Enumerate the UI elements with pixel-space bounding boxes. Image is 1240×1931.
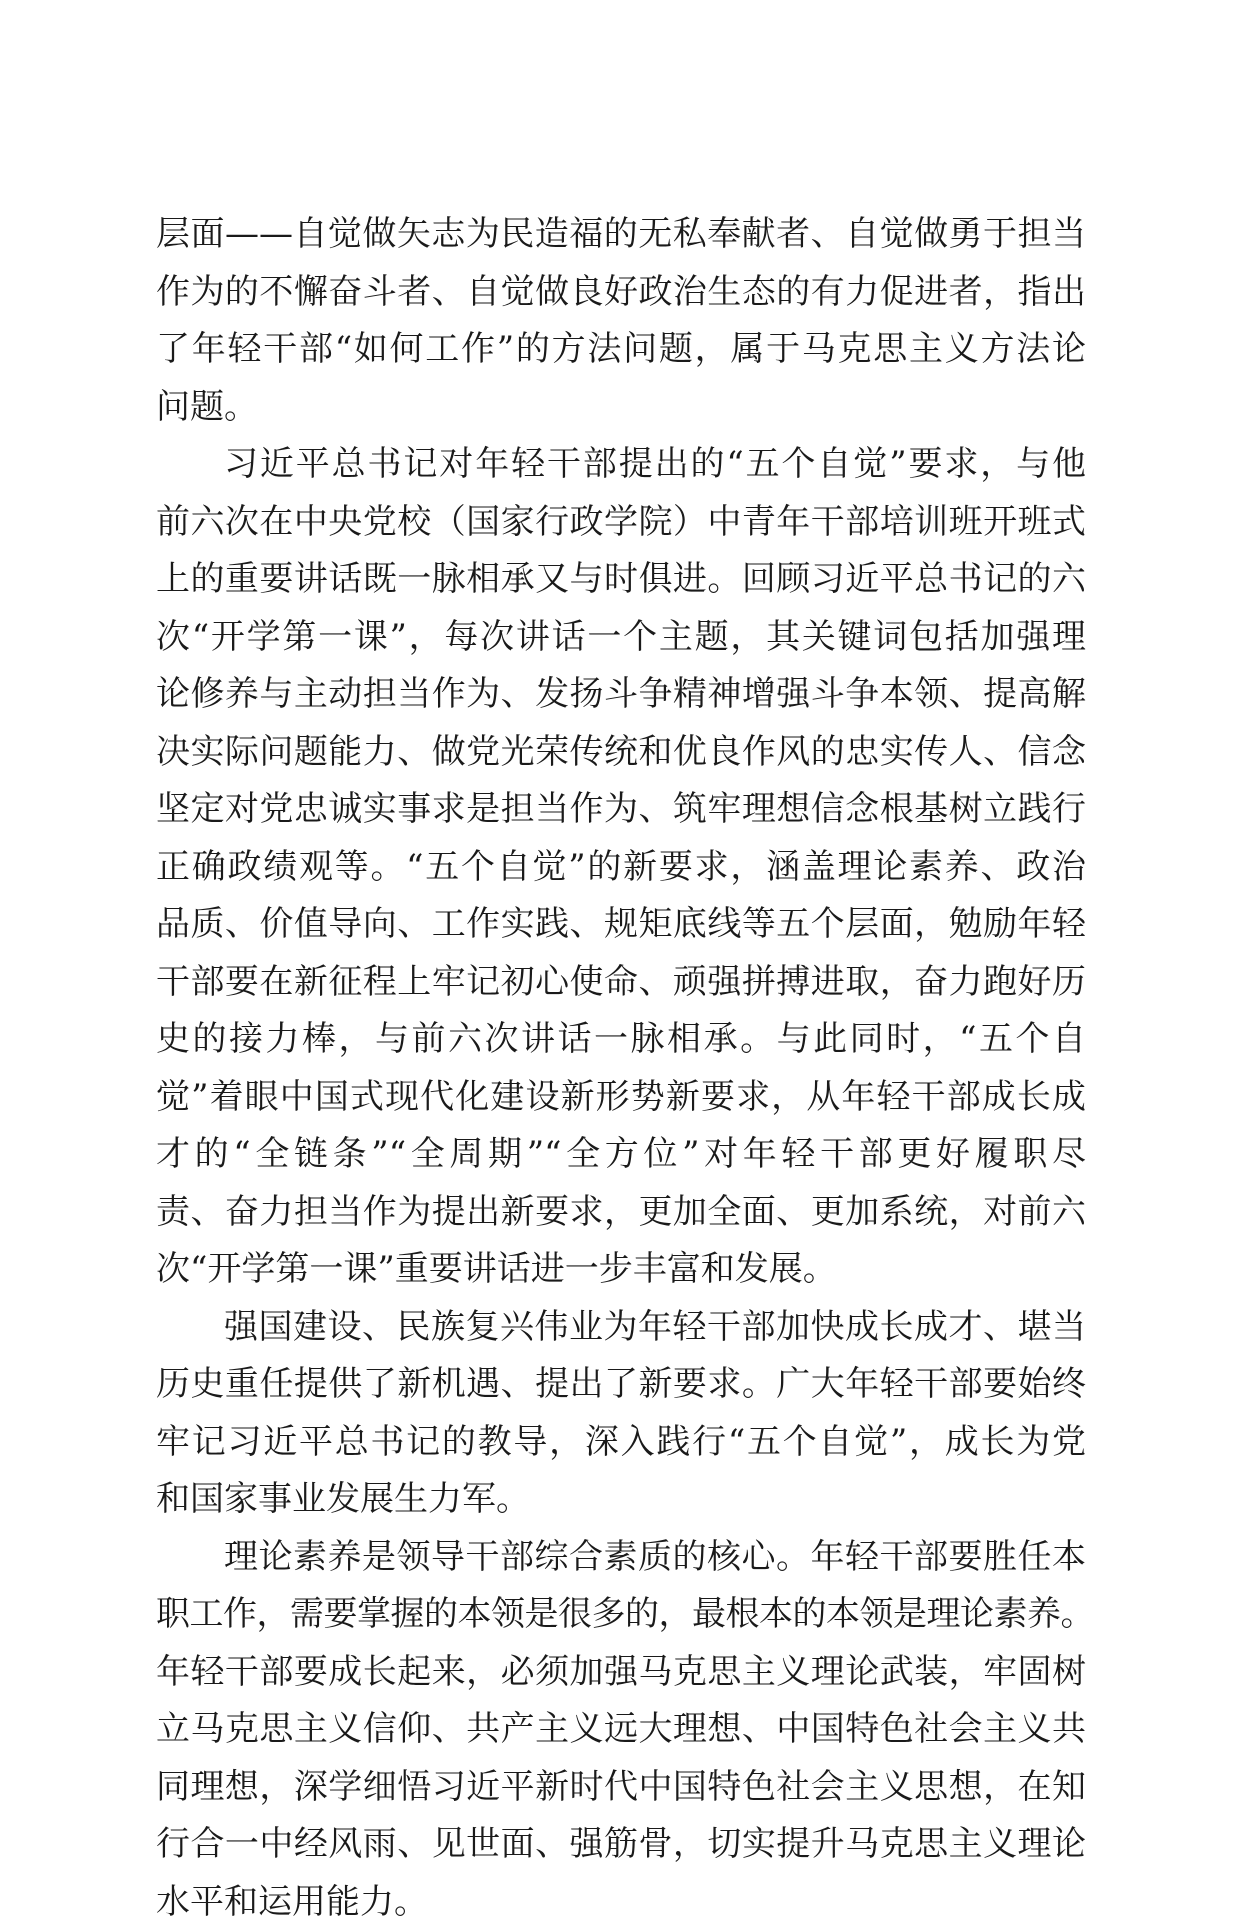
text-line: 立马克思主义信仰、共产主义远大理想、中国特色社会主义共 <box>156 1701 1086 1759</box>
text-line: 干部要在新征程上牢记初心使命、顽强拼搏进取，奋力跑好历 <box>156 954 1086 1012</box>
text-line: 和国家事业发展生力军。 <box>156 1471 1086 1529</box>
text-line: 责、奋力担当作为提出新要求，更加全面、更加系统，对前六 <box>156 1184 1086 1242</box>
text-line: 行合一中经风雨、见世面、强筋骨，切实提升马克思主义理论 <box>156 1816 1086 1874</box>
text-line: 年轻干部要成长起来，必须加强马克思主义理论武装，牢固树 <box>156 1644 1086 1702</box>
text-line: 水平和运用能力。 <box>156 1874 1086 1931</box>
text-line: 同理想，深学细悟习近平新时代中国特色社会主义思想，在知 <box>156 1759 1086 1817</box>
text-line: 正确政绩观等。“五个自觉”的新要求，涵盖理论素养、政治 <box>156 839 1086 897</box>
text-line: 历史重任提供了新机遇、提出了新要求。广大年轻干部要始终 <box>156 1356 1086 1414</box>
text-line: 层面——自觉做矢志为民造福的无私奉献者、自觉做勇于担当 <box>156 206 1086 264</box>
text-line: 作为的不懈奋斗者、自觉做良好政治生态的有力促进者，指出 <box>156 264 1086 322</box>
text-line: 次“开学第一课”重要讲话进一步丰富和发展。 <box>156 1241 1086 1299</box>
text-line: 坚定对党忠诚实事求是担当作为、筑牢理想信念根基树立践行 <box>156 781 1086 839</box>
text-line: 职工作，需要掌握的本领是很多的，最根本的本领是理论素养。 <box>156 1586 1086 1644</box>
paragraph-first-line: 习近平总书记对年轻干部提出的“五个自觉”要求，与他 <box>156 436 1086 494</box>
text-line: 品质、价值导向、工作实践、规矩底线等五个层面，勉励年轻 <box>156 896 1086 954</box>
text-line: 牢记习近平总书记的教导，深入践行“五个自觉”，成长为党 <box>156 1414 1086 1472</box>
text-line: 上的重要讲话既一脉相承又与时俱进。回顾习近平总书记的六 <box>156 551 1086 609</box>
text-line: 史的接力棒，与前六次讲话一脉相承。与此同时，“五个自 <box>156 1011 1086 1069</box>
document-body <box>156 206 1086 1931</box>
text-line: 论修养与主动担当作为、发扬斗争精神增强斗争本领、提高解 <box>156 666 1086 724</box>
paragraph-first-line: 理论素养是领导干部综合素质的核心。年轻干部要胜任本 <box>156 1529 1086 1587</box>
text-line: 问题。 <box>156 379 1086 437</box>
text-line: 决实际问题能力、做党光荣传统和优良作风的忠实传人、信念 <box>156 724 1086 782</box>
text-line: 觉”着眼中国式现代化建设新形势新要求，从年轻干部成长成 <box>156 1069 1086 1127</box>
text-line: 次“开学第一课”，每次讲话一个主题，其关键词包括加强理 <box>156 609 1086 667</box>
text-line: 了年轻干部“如何工作”的方法问题，属于马克思主义方法论 <box>156 321 1086 379</box>
text-line: 才的“全链条”“全周期”“全方位”对年轻干部更好履职尽 <box>156 1126 1086 1184</box>
text-line: 前六次在中央党校（国家行政学院）中青年干部培训班开班式 <box>156 494 1086 552</box>
paragraph-first-line: 强国建设、民族复兴伟业为年轻干部加快成长成才、堪当 <box>156 1299 1086 1357</box>
